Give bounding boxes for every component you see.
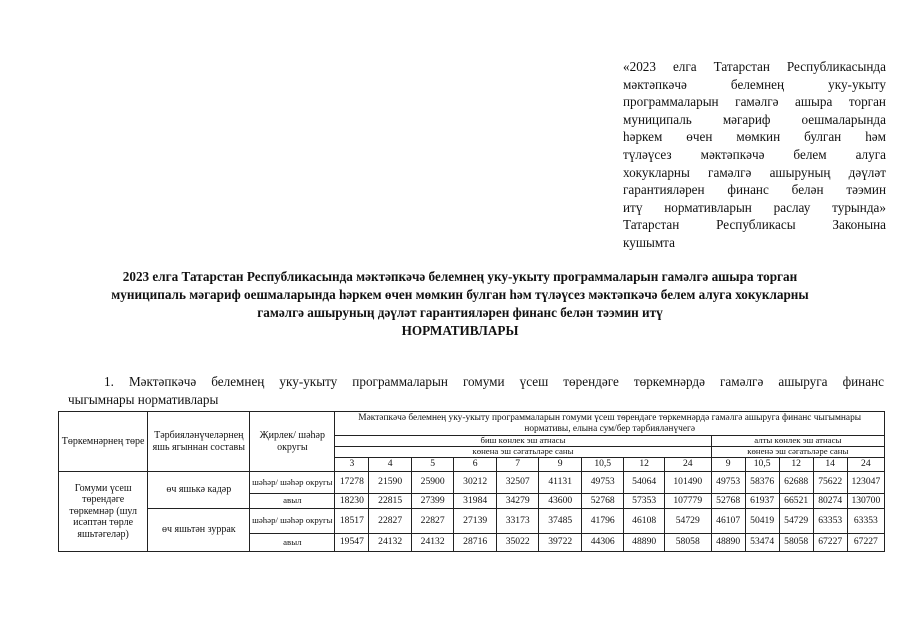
value-cell: 18230 (335, 494, 369, 509)
title-line: 2023 елга Татарстан Республикасында мәктәпкәчә белемнең уку-укыту программаларын гамәлгә ашыра торган (122, 269, 798, 284)
hours-six-day: 24 (847, 458, 884, 472)
value-cell: 123047 (847, 472, 884, 494)
value-cell: 62688 (779, 472, 813, 494)
hours-five-day: 24 (664, 458, 711, 472)
value-cell: 34279 (496, 494, 539, 509)
value-cell: 46107 (711, 509, 745, 534)
value-cell: 63353 (813, 509, 847, 534)
value-cell: 33173 (496, 509, 539, 534)
hours-five-day: 10,5 (581, 458, 624, 472)
header-composition: Тәрбияләнүчеләрнең яшь ягыннан составы (148, 412, 250, 472)
note-line: гарантияләрен финанс белән тәэмин (623, 182, 886, 198)
normatives-table (58, 411, 885, 552)
section-line: 1. Мәктәпкәчә белемнең уку-укыту программаларын гомуми үсеш төрендәге төркемнәрдә гамәлгә ашыруга финанс (104, 374, 884, 389)
value-cell: 43600 (539, 494, 582, 509)
section-heading (68, 373, 884, 409)
value-cell: 54064 (624, 472, 664, 494)
hours-five-day: 7 (496, 458, 539, 472)
value-cell: 48890 (624, 534, 664, 552)
value-cell: 58058 (779, 534, 813, 552)
value-cell: 46108 (624, 509, 664, 534)
value-cell: 49753 (581, 472, 624, 494)
note-line: программаларын гамәлгә ашыра торган (623, 94, 886, 110)
location-cell: авыл (250, 534, 335, 552)
value-cell: 18517 (335, 509, 369, 534)
header-group-type: Төркемнәрнең төре (59, 412, 148, 472)
note-line: хокукларны гамәлгә ашыруның дәүләт (623, 164, 886, 180)
value-cell: 41796 (581, 509, 624, 534)
value-cell: 17278 (335, 472, 369, 494)
value-cell: 107779 (664, 494, 711, 509)
header-hours-per-day: көнена эш сәгатьләре саны (335, 447, 711, 458)
value-cell: 22827 (369, 509, 412, 534)
value-cell: 49753 (711, 472, 745, 494)
value-cell: 31984 (454, 494, 497, 509)
value-cell: 48890 (711, 534, 745, 552)
value-cell: 57353 (624, 494, 664, 509)
value-cell: 44306 (581, 534, 624, 552)
value-cell: 54729 (664, 509, 711, 534)
hours-six-day: 12 (779, 458, 813, 472)
location-cell: шәһәр/ шәһәр округы (250, 509, 335, 534)
value-cell: 21590 (369, 472, 412, 494)
value-cell: 80274 (813, 494, 847, 509)
value-cell: 66521 (779, 494, 813, 509)
header-six-day-week: алты көнлек эш атнасы (711, 436, 884, 447)
value-cell: 24132 (369, 534, 412, 552)
value-cell: 35022 (496, 534, 539, 552)
group-type-cell: Гомуми үсеш төрендәге төркемнәр (шул исәптән төрле яшьтәгеләр) (59, 472, 148, 552)
hours-five-day: 9 (539, 458, 582, 472)
table-row (59, 472, 885, 494)
header-hours-per-day: көненә эш сәгатьләре саны (711, 447, 884, 458)
value-cell: 41131 (539, 472, 582, 494)
note-line: итү нормативларын раслау турында» (623, 199, 886, 215)
section-line: чыгымнары нормативлары (68, 392, 219, 407)
value-cell: 28716 (454, 534, 497, 552)
value-cell: 24132 (411, 534, 454, 552)
hours-six-day: 9 (711, 458, 745, 472)
note-line: түләүсез мәктәпкәчә белем алуга (623, 146, 886, 162)
value-cell: 101490 (664, 472, 711, 494)
hours-five-day: 5 (411, 458, 454, 472)
note-line: муниципаль мәгариф оешмаларында (623, 111, 886, 127)
note-line: кушымта (623, 234, 675, 250)
value-cell: 39722 (539, 534, 582, 552)
composition-cell: өч яшьтән зуррак (148, 509, 250, 552)
header-location: Җирлек/ шәһәр округы (250, 412, 335, 472)
hours-six-day: 14 (813, 458, 847, 472)
note-line: Татарстан Республикасы Законына (623, 217, 886, 233)
value-cell: 61937 (745, 494, 779, 509)
value-cell: 52768 (581, 494, 624, 509)
document-title (60, 268, 860, 340)
value-cell: 27139 (454, 509, 497, 534)
value-cell: 32507 (496, 472, 539, 494)
title-line: муниципаль мәгариф оешмаларында һәркем өчен мөмкин булган һәм түләүсез мәктәпкәчә белем алуга хокукларны (111, 287, 809, 302)
composition-cell: өч яшькә кадәр (148, 472, 250, 509)
note-line: һәркем өчен мөмкин булган һәм (623, 129, 886, 145)
value-cell: 25900 (411, 472, 454, 494)
value-cell: 22827 (411, 509, 454, 534)
value-cell: 53474 (745, 534, 779, 552)
table-row (59, 509, 885, 534)
title-heading: НОРМАТИВЛАРЫ (401, 323, 519, 338)
header-main: Мәктәпкәчә белемнең уку-укыту программаларын гомуми үсеш төрендәге төркемнәрдә гамәлгә ашыруга финанс чыгымнары нормативы, елына сум/бер тәрбияләнүчегә (335, 412, 885, 436)
note-line: «2023 елга Татарстан Республикасында (623, 59, 886, 74)
location-cell: авыл (250, 494, 335, 509)
value-cell: 63353 (847, 509, 884, 534)
hours-five-day: 6 (454, 458, 497, 472)
value-cell: 130700 (847, 494, 884, 509)
value-cell: 54729 (779, 509, 813, 534)
header-five-day-week: биш көнлек эш атнасы (335, 436, 711, 447)
hours-five-day: 3 (335, 458, 369, 472)
hours-six-day: 10,5 (745, 458, 779, 472)
law-appendix-note (623, 58, 886, 252)
value-cell: 27399 (411, 494, 454, 509)
value-cell: 30212 (454, 472, 497, 494)
value-cell: 75622 (813, 472, 847, 494)
value-cell: 50419 (745, 509, 779, 534)
location-cell: шәһәр/ шәһәр округы (250, 472, 335, 494)
note-line: мәктәпкәчә белемнең уку-укыту (623, 76, 886, 92)
title-line: гамәлгә ашыруның дәүләт гарантияләрен финанс белән тәэмин итү (257, 305, 663, 320)
value-cell: 67227 (813, 534, 847, 552)
value-cell: 52768 (711, 494, 745, 509)
value-cell: 22815 (369, 494, 412, 509)
value-cell: 58058 (664, 534, 711, 552)
value-cell: 58376 (745, 472, 779, 494)
hours-five-day: 12 (624, 458, 664, 472)
value-cell: 37485 (539, 509, 582, 534)
value-cell: 19547 (335, 534, 369, 552)
hours-five-day: 4 (369, 458, 412, 472)
value-cell: 67227 (847, 534, 884, 552)
